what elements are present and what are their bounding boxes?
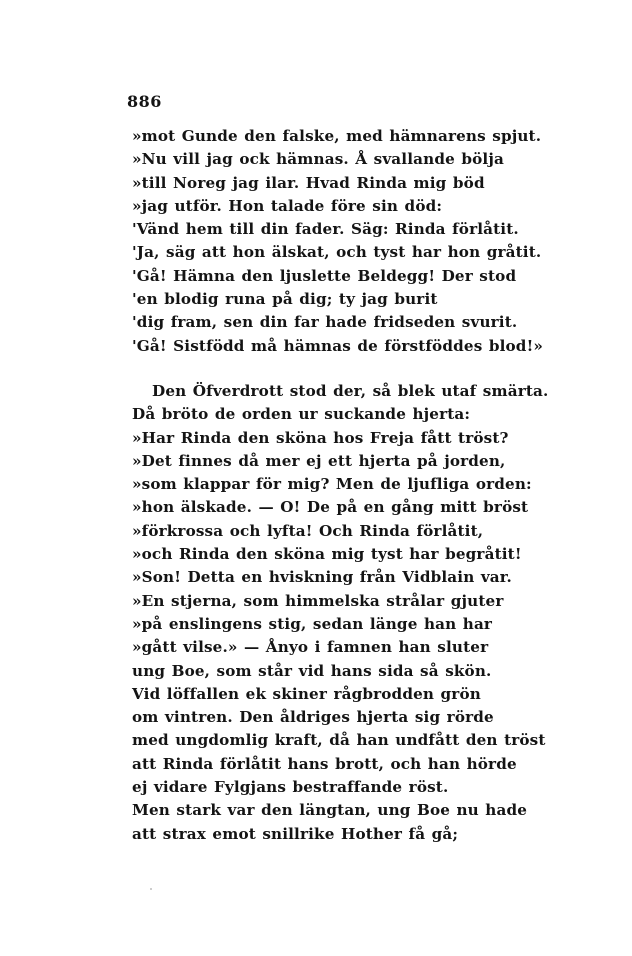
verse-line: 'Ja, säg att hon älskat, och tyst har hon gråtit.: [132, 243, 542, 262]
verse-line: »mot Gunde den falske, med hämnarens spjut.: [132, 127, 542, 145]
verse-line: »som klappar för mig? Men de ljufliga orden:: [132, 475, 532, 494]
verse-line: »gått vilse.» — Ånyo i famnen han sluter: [132, 638, 489, 657]
verse-line: »hon älskade. — O! De på en gång mitt bröst: [132, 498, 529, 517]
verse-line: Vid löffallen ek skiner rågbrodden grön: [132, 684, 481, 703]
verse-line: 'en blodig runa på dig; ty jag burit: [132, 290, 438, 309]
verse-line: om vintren. Den åldriges hjerta sig rörde: [132, 708, 494, 727]
verse-line: 'Vänd hem till din fader. Säg: Rinda förlåtit.: [132, 220, 519, 239]
verse-line: »Det finnes då mer ej ett hjerta på jorden,: [132, 451, 506, 470]
verse-line: »En stjerna, som himmelska strålar gjuter: [132, 591, 504, 610]
verse-line: »Nu vill jag ock hämnas. Å svallande bölja: [132, 150, 504, 169]
verse-line: att strax emot snillrike Hother få gå;: [132, 824, 459, 843]
verse-line: »och Rinda den sköna mig tyst har begråtit!: [132, 545, 522, 564]
paper-speck: [150, 888, 152, 890]
verse-line: Då bröto de orden ur suckande hjerta:: [132, 405, 471, 424]
verse-line: med ungdomlig kraft, då han undfått den tröst: [132, 731, 546, 750]
verse-line: »jag utför. Hon talade före sin död:: [132, 196, 443, 215]
verse-line: 'dig fram, sen din far hade fridseden svurit.: [132, 313, 518, 332]
stanza-1: [132, 125, 543, 358]
verse-line: ung Boe, som står vid hans sida så skön.: [132, 661, 492, 680]
verse-line: »Son! Detta en hviskning från Vidblain var.: [132, 568, 512, 587]
verse-line: »till Noreg jag ilar. Hvad Rinda mig böd: [132, 173, 485, 192]
verse-line: »förkrossa och lyfta! Och Rinda förlåtit,: [132, 521, 484, 540]
verse-line: ej vidare Fylgjans bestraffande röst.: [132, 778, 449, 797]
verse-line: »Har Rinda den sköna hos Freja fått tröst?: [132, 428, 509, 447]
verse-line: 'Gå! Sistfödd må hämnas de förstföddes blod!»: [132, 336, 544, 355]
page-number: 886: [127, 92, 162, 111]
verse-line: Den Öfverdrott stod der, så blek utaf smärta.: [152, 382, 549, 400]
stanza-2: [132, 380, 548, 846]
verse-line: »på enslingens stig, sedan länge han har: [132, 614, 493, 633]
verse-line: att Rinda förlåtit hans brott, och han hörde: [132, 754, 517, 773]
verse-line: 'Gå! Hämna den ljuslette Beldegg! Der stod: [132, 266, 517, 285]
verse-line: Men stark var den längtan, ung Boe nu hade: [132, 801, 528, 820]
